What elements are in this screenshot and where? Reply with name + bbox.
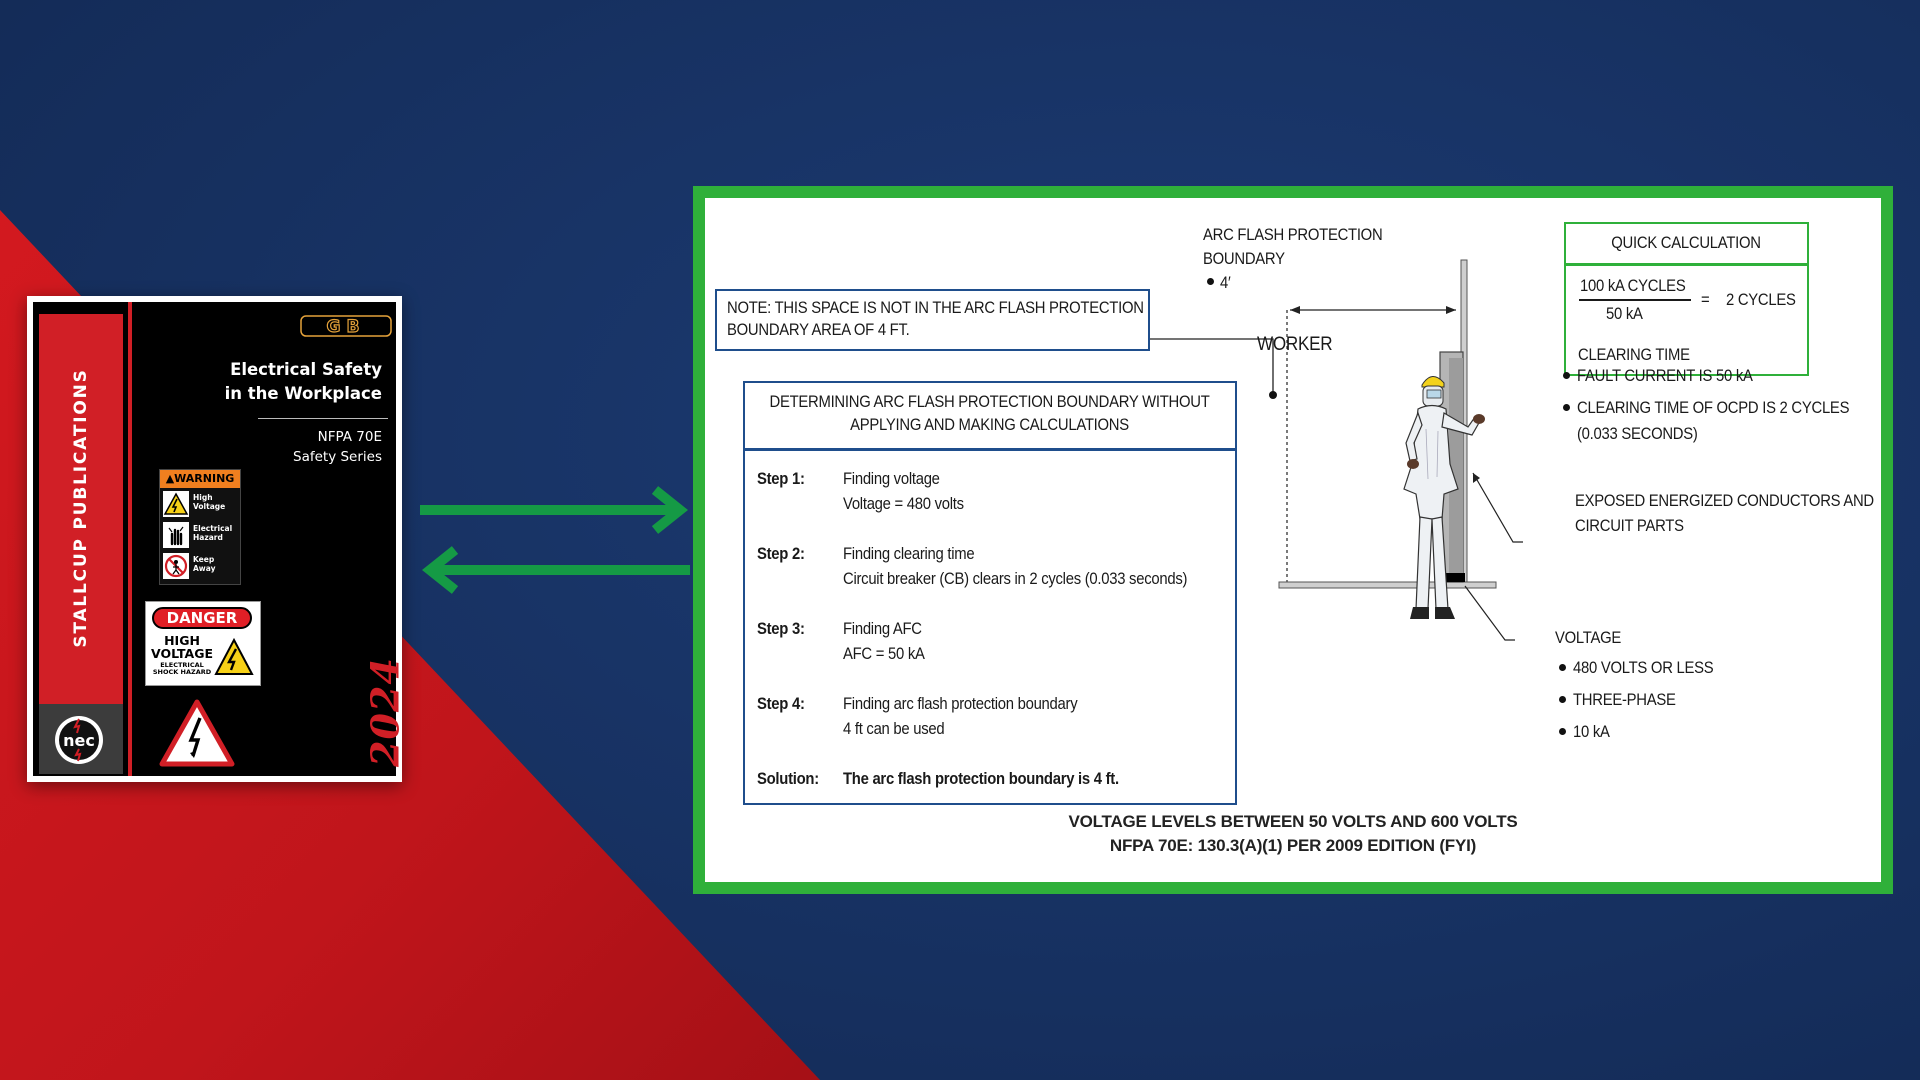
condition-1-line1: FAULT CURRENT IS 50 kA bbox=[1577, 367, 1753, 385]
worker-label: WORKER bbox=[1257, 334, 1333, 355]
danger-small-line1: ELECTRICAL bbox=[160, 661, 204, 669]
danger-text-line1: HIGH bbox=[164, 633, 200, 648]
quick-calc-equals: = bbox=[1701, 291, 1710, 309]
step-1-line1: Finding voltage bbox=[843, 470, 940, 488]
warning-header-text: WARNING bbox=[174, 472, 235, 485]
step-1-line2: Voltage = 480 volts bbox=[843, 495, 964, 513]
warning-label-high-voltage: High Voltage bbox=[193, 493, 226, 511]
condition-bullet-1 bbox=[1563, 372, 1570, 379]
warning-triangle-icon: ▲ bbox=[165, 472, 175, 485]
condition-bullet-2 bbox=[1563, 404, 1570, 411]
warning-row-high-voltage bbox=[160, 488, 240, 519]
bidirectional-arrows bbox=[410, 480, 700, 600]
danger-text-line2: VOLTAGE bbox=[150, 646, 213, 661]
boundary-label-line1: ARC FLASH PROTECTION bbox=[1203, 226, 1383, 244]
note-box bbox=[715, 289, 1150, 351]
note-leader-dot bbox=[1269, 391, 1277, 399]
boundary-bullet bbox=[1207, 278, 1214, 285]
voltage-bullet-2 bbox=[1559, 696, 1566, 703]
step-4-line2: 4 ft can be used bbox=[843, 720, 945, 738]
steps-title-divider bbox=[745, 448, 1235, 451]
quick-calc-title: QUICK CALCULATION bbox=[1611, 234, 1761, 252]
book-title-line1: Electrical Safety bbox=[230, 360, 382, 379]
quick-calc-fraction-line bbox=[1579, 299, 1691, 301]
danger-high-voltage-text bbox=[150, 634, 214, 660]
book-title-rule bbox=[258, 418, 388, 419]
arrow-right-icon bbox=[420, 490, 680, 530]
step-3-line1: Finding AFC bbox=[843, 620, 922, 638]
step-3-line2: AFC = 50 kA bbox=[843, 645, 925, 663]
hand-shock-icon bbox=[163, 522, 189, 548]
voltage-item-1: 480 VOLTS OR LESS bbox=[1573, 659, 1714, 677]
steps-box bbox=[743, 381, 1237, 805]
arrow-left-icon bbox=[430, 550, 690, 590]
book-title-line2: in the Workplace bbox=[224, 384, 382, 403]
quick-calc-result: 2 CYCLES bbox=[1726, 291, 1796, 309]
arc-flash-diagram-panel bbox=[693, 186, 1893, 894]
book-subtitle-line2: Safety Series bbox=[293, 449, 382, 465]
warning-header bbox=[160, 470, 240, 488]
note-line1: NOTE: THIS SPACE IS NOT IN THE ARC FLASH PROTECTION bbox=[727, 299, 1144, 317]
shock-hazard-icon bbox=[159, 698, 235, 768]
step-4-label: Step 4: bbox=[757, 695, 805, 713]
warning-label-electrical-hazard: Electrical Hazard bbox=[193, 524, 233, 542]
danger-small-line2: SHOCK HAZARD bbox=[152, 668, 212, 676]
nec-logo-text: nec bbox=[63, 731, 95, 750]
quick-calc-numerator: 100 kA CYCLES bbox=[1580, 277, 1686, 295]
voltage-title: VOLTAGE bbox=[1555, 629, 1622, 647]
condition-2-line2: (0.033 SECONDS) bbox=[1577, 425, 1698, 443]
step-2-line2: Circuit breaker (CB) clears in 2 cycles (0.033 seconds) bbox=[843, 570, 1188, 588]
book-spine bbox=[33, 302, 123, 776]
solution-text: The arc flash protection boundary is 4 ft. bbox=[843, 770, 1119, 788]
warning-sign bbox=[159, 469, 241, 585]
warning-row-keep-away bbox=[160, 550, 240, 581]
book-subtitle bbox=[182, 427, 382, 467]
worker-figure-icon bbox=[1380, 369, 1490, 624]
exposed-label-line2: CIRCUIT PARTS bbox=[1575, 517, 1684, 535]
book-cover-face bbox=[33, 302, 408, 776]
nec-logo-icon bbox=[53, 714, 105, 766]
quick-calc-denominator: 50 kA bbox=[1606, 305, 1643, 323]
voltage-bullet-3 bbox=[1559, 728, 1566, 735]
steps-title-line2: APPLYING AND MAKING CALCULATIONS bbox=[850, 416, 1129, 434]
book-year: 2024 bbox=[362, 657, 408, 767]
warning-row-electrical-hazard bbox=[160, 519, 240, 550]
step-2-line1: Finding clearing time bbox=[843, 545, 975, 563]
boundary-label-line2: BOUNDARY bbox=[1203, 250, 1285, 268]
book-cover bbox=[27, 296, 408, 782]
book-title bbox=[172, 358, 382, 406]
step-2-label: Step 2: bbox=[757, 545, 805, 563]
keep-away-icon bbox=[163, 553, 189, 579]
high-voltage-icon bbox=[163, 491, 189, 517]
step-4-line1: Finding arc flash protection boundary bbox=[843, 695, 1078, 713]
danger-label: DANGER bbox=[152, 607, 252, 629]
boundary-distance: 4′ bbox=[1220, 274, 1231, 292]
voltage-bullet-1 bbox=[1559, 664, 1566, 671]
spine-publisher-text: STALLCUP PUBLICATIONS bbox=[71, 368, 91, 648]
steps-title-line1: DETERMINING ARC FLASH PROTECTION BOUNDARY WITHOUT bbox=[769, 393, 1210, 411]
quick-calc-footer: CLEARING TIME bbox=[1578, 346, 1690, 364]
step-1-label: Step 1: bbox=[757, 470, 805, 488]
danger-small-text bbox=[148, 662, 216, 676]
gb-logo-text: GB bbox=[326, 317, 366, 337]
warning-label-keep-away: Keep Away bbox=[193, 555, 216, 573]
step-3-label: Step 3: bbox=[757, 620, 805, 638]
diagram-caption-line1: VOLTAGE LEVELS BETWEEN 50 VOLTS AND 600 VOLTS bbox=[1068, 812, 1518, 831]
cover-red-stripe bbox=[128, 302, 132, 776]
solution-label: Solution: bbox=[757, 770, 819, 788]
voltage-item-3: 10 kA bbox=[1573, 723, 1610, 741]
condition-2-line1: CLEARING TIME OF OCPD IS 2 CYCLES bbox=[1577, 399, 1850, 417]
quick-calc-divider bbox=[1566, 263, 1807, 266]
note-line2: BOUNDARY AREA OF 4 FT. bbox=[727, 321, 910, 339]
danger-voltage-icon bbox=[214, 638, 254, 676]
danger-sign bbox=[145, 601, 261, 686]
diagram-caption-line2: NFPA 70E: 130.3(A)(1) PER 2009 EDITION (FYI) bbox=[1109, 836, 1477, 855]
exposed-label-line1: EXPOSED ENERGIZED CONDUCTORS AND bbox=[1575, 492, 1874, 510]
diagram-caption bbox=[705, 810, 1881, 858]
book-subtitle-line1: NFPA 70E bbox=[317, 429, 382, 445]
quick-calculation-box bbox=[1564, 222, 1809, 376]
voltage-item-2: THREE-PHASE bbox=[1573, 691, 1676, 709]
gb-logo-icon bbox=[300, 315, 392, 337]
